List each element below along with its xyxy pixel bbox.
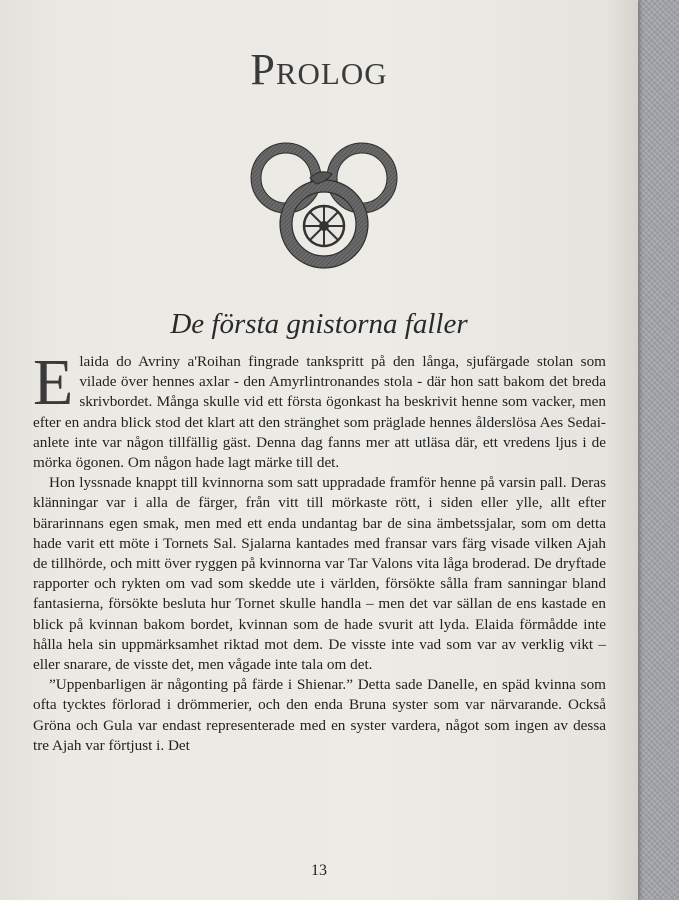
body-text xyxy=(33,346,606,756)
paragraph-text: laida do Avriny a'Roihan fingrade tankspritt på den långa, sjufärgade stolan som vilade över hennes axlar - den Amyrlintronandes stola - där hon satt bakom det breda skrivbordet. Många skulle vid ett första ögonkast ha beskrivit henne som vacker, men efter en andra blick stod det klart att den stränghet som präglade hennes ålderslösa Aes Sedai-anlete inte var någon tillfällig gäst. Denna dag fanns mer att utläsa där, ett vredens ljus i de mörka ögonen. Om någon hade lagt märke till det. xyxy=(33,353,606,472)
page-number: 13 xyxy=(311,862,327,879)
drop-cap: E xyxy=(33,346,74,419)
chapter-subtitle: De första gnistorna faller xyxy=(170,308,468,340)
serpent-rings-wheel-icon xyxy=(250,138,398,274)
paragraph: Hon lyssnade knappt till kvinnorna som satt uppradade framför henne på varsin pall. Deras klänningar var i alla de färger, från vitt till mörkaste rött, i siden eller ylle, allt efter bärarinnans egen smak, men med ett enda undantag bar de sina ämbetssjalar, som om detta hade varit ett möte i Tornets Sal. Sjalarna kantades med fransar vars färg visade vilken Ajah de tillhörde, och mitt över ryggen på kvinnorna var Tar Valons vita låga broderad. De dryftade rapporter och rykten om vad som skedde ute i världen, försökte sålla fram sanningar bland fantasierna, försökte besluta hur Tornet skulle handla – men det var sällan de ens kastade en blick på kvinnan bakom bordet, kvinnan som de hade svurit att lyda. Elaida förmådde inte hålla hela sin uppmärksamhet riktad mot dem. De visste inte vad som var av verklig vikt – eller snarare, de visste det, men vågade inte tala om det. xyxy=(33,474,606,674)
chapter-title: Prolog xyxy=(250,45,388,94)
paragraph xyxy=(33,346,606,473)
paragraph: ”Uppenbarligen är någonting på färde i Shienar.” Detta sade Danelle, en späd kvinna som ofta tycktes förlorad i drömmerier, och den enda Bruna syster som var närvarande. Också Gröna och Gula var endast representerade med en syster vardera, något som ingen av dessa tre Ajah var förtjust i. Det xyxy=(33,676,606,754)
